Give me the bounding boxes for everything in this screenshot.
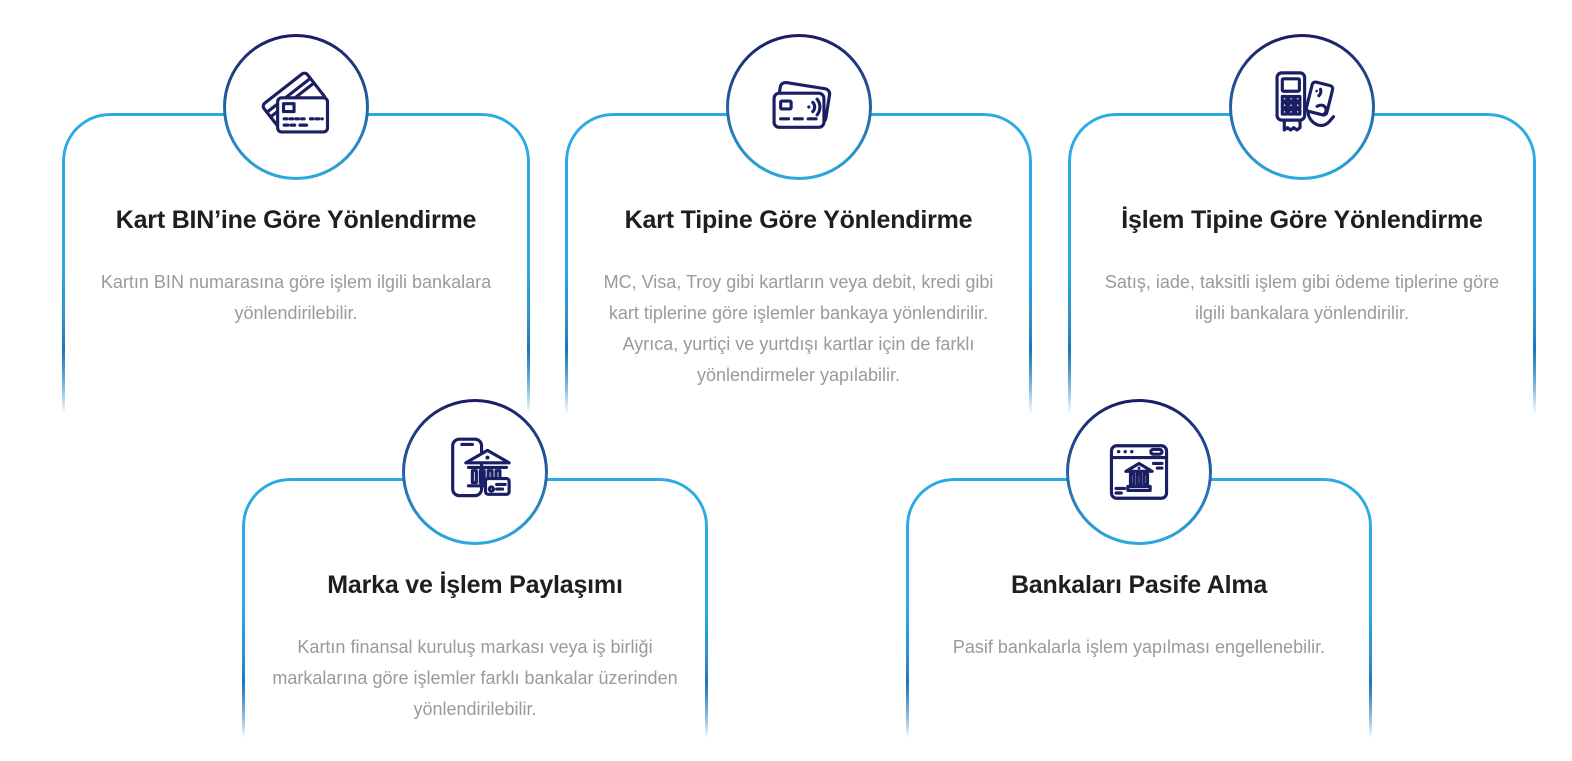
card-body: MC, Visa, Troy gibi kartların veya debit, kredi gibi kart tiplerine göre işlemler bankaya yönlendirilir. Ayrıca, yurtiçi ve yurtdışı kartlar için de farklı yönlendirmeler yapılabilir.	[603, 272, 994, 385]
phone-bank-card-icon	[433, 430, 517, 514]
card-title: Kart Tipine Göre Yönlendirme	[624, 206, 973, 234]
icon-circle	[1229, 34, 1375, 180]
card-title: Bankaları Pasife Alma	[1010, 571, 1268, 599]
icon-circle	[1066, 399, 1212, 545]
feature-card-kart-tipi	[565, 113, 1032, 440]
contactless-card-icon	[757, 65, 841, 149]
feature-card-islem-tipi	[1068, 113, 1536, 440]
feature-card-kart-bin	[62, 113, 530, 440]
icon-circle	[726, 34, 872, 180]
card-title: İşlem Tipine Göre Yönlendirme	[1121, 206, 1483, 234]
card-body: Kartın finansal kuruluş markası veya iş birliği markalarına göre işlemler farklı bankalar üzerinden yönlendirilebilir.	[272, 637, 678, 719]
card-body: Satış, iade, taksitli işlem gibi ödeme tiplerine göre ilgili bankalara yönlendirilir.	[1104, 272, 1500, 323]
pos-terminal-card-icon	[1260, 65, 1344, 149]
stacked-credit-cards-icon	[254, 65, 338, 149]
icon-circle	[223, 34, 369, 180]
feature-card-marka-paylasimi	[242, 478, 708, 761]
card-body: Pasif bankalarla işlem yapılması engellenebilir.	[952, 637, 1326, 657]
feature-card-pasife-alma	[906, 478, 1372, 761]
card-title: Kart BIN’ine Göre Yönlendirme	[115, 206, 477, 234]
browser-bank-icon	[1097, 430, 1181, 514]
icon-circle	[402, 399, 548, 545]
card-body: Kartın BIN numarasına göre işlem ilgili bankalara yönlendirilebilir.	[100, 272, 492, 323]
card-title: Marka ve İşlem Paylaşımı	[327, 571, 623, 599]
